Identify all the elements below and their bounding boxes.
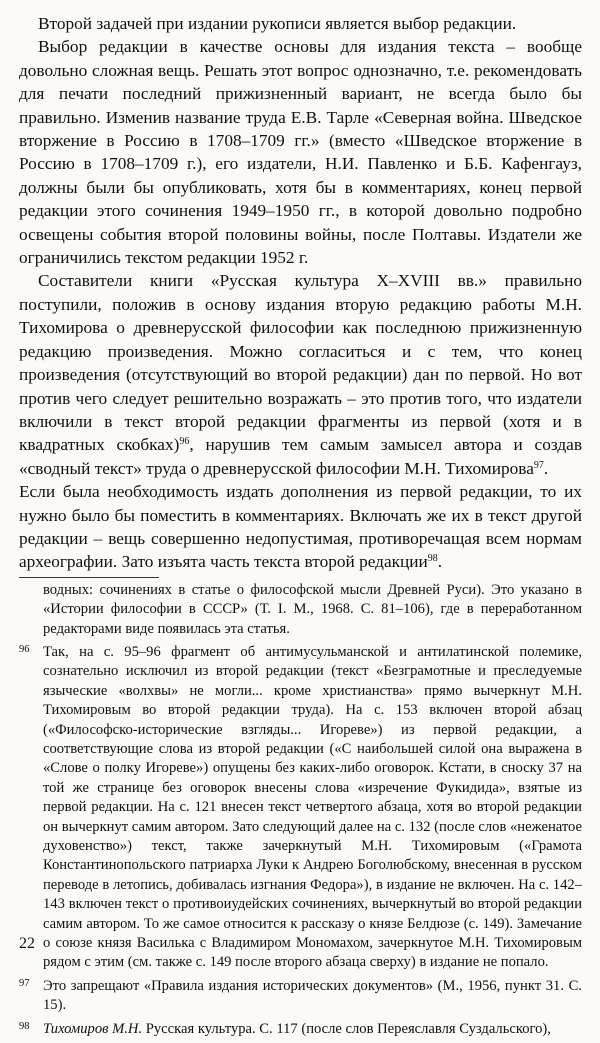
footnote-continuation: водных: сочинениях в статье о философской мысли Древней Руси). Это указано в «Истории философии в СССР» (Т. I. М., 1968. С. 81–106), где в переработанном редакторами виде появилась эта статья. xyxy=(43,581,582,637)
paragraph-4-text-a: Если была необходимость издать дополнения из первой редакции, то их нужно было бы поместить в комментариях. Включать же их в текст другой редакции – вещь совершенно недопустимая, противоречащая всем нормам археографии. Зато изъята часть текста второй редакции xyxy=(19,482,582,572)
footnote-97-text: Это запрещают «Правила издания исторических документов» (М., 1956, пункт 31. С. 15). xyxy=(43,977,582,1014)
footnote-96-text: Так, на с. 95–96 фрагмент об антимусульманской и антилатинской полемике, сознательно исключил из второй редакции (текст «Безграмотные и преследуемые языческие «волхвы» не могли... кроме христианства» прямо вычеркнут М.Н. Тихомировым во второй редакции труда). На с. 153 включен второй абзац («Философско-исторические взгляды... Игореве») из первой редакции, а соответствующие слова из второй редакции («С наибольшей силой она выражена в «Слове о полку Игореве») опущены без каких-либо оговорок. Кстати, в сноску 37 на той же странице без оговорок внесены слова «изречение Фукидида», взятые из первой редакции. На с. 121 внесен текст четвертого абзаца, хотя во второй редакции он вычеркнут самим автором. Зато следующий далее на с. 132 (после слов «неженатое духовенство») текст, также зачеркнутый М.Н. Тихомировым («Грамота Константинопольского патриарха Луки к Андрею Боголюбскому, внесенная в русском переводе в летопись, добивалась изгнания Федора»), в издание не включен. На с. 142–143 включен текст о противоиудейских сочинениях, вычеркнутый во второй редакции самим автором. То же самое относится к рассказу о князе Белдюзе (с. 149). Замечание о союзе князя Василька с Владимиром Мономахом, зачеркнутое М.Н. Тихомировым рядом с этим (см. также с. 149 после второго абзаца сверху) в издание не попало. xyxy=(43,643,582,971)
footnote-98 xyxy=(19,1020,582,1039)
paragraph-4 xyxy=(19,480,582,574)
page-number: 22 xyxy=(19,935,35,952)
footnotes xyxy=(19,581,582,1039)
main-text xyxy=(19,12,582,574)
footnote-ref-97[interactable]: 97 xyxy=(533,459,544,471)
footnote-97-mark: 97 xyxy=(19,977,30,989)
paragraph-3-text-a: Составители книги «Русская культура X–XVIII вв.» правильно поступили, положив в основу издания вторую редакцию работы М.Н. Тихомирова о древнерусской философии как последнюю прижизненную редакцию произведения. Можно согласиться и с тем, что конец произведения (отсутствующий во второй редакции) дан по первой. Но вот против чего следует решительно возражать – это против того, что издатели включили в текст второй редакции фрагменты из первой (хотя и в квадратных скобках) xyxy=(19,271,582,455)
paragraph-2: Выбор редакции в качестве основы для издания текста – вообще довольно сложная вещь. Решать этот вопрос однозначно, т.е. рекомендовать для печати последний прижизненный вариант, не всегда было бы правильно. Изменив название труда Е.В. Тарле «Северная война. Шведское вторжение в Россию в 1708–1709 гг.» (вместо «Шведское вторжение в Россию в 1708–1709 г.), его издатели, Н.И. Павленко и Б.Б. Кафенгауз, должны были бы опубликовать, хотя бы в комментариях, конец первой редакции этого сочинения 1949–1950 гг., в которой довольно подробно освещены события второй половины войны, после Полтавы. Издатели же ограничились текстом редакции 1952 г. xyxy=(19,37,582,268)
paragraph-1: Второй задачей при издании рукописи является выбор редакции. xyxy=(38,14,517,33)
footnote-divider xyxy=(19,577,159,578)
paragraph-3 xyxy=(19,269,582,480)
footnote-96-mark: 96 xyxy=(19,643,30,655)
footnote-97 xyxy=(19,977,582,1016)
footnote-98-text: Русская культура. С. 117 (после слов Переяславля Суздальского), xyxy=(142,1020,551,1037)
footnote-ref-96[interactable]: 96 xyxy=(179,436,190,448)
paragraph-3-text-b: , нарушив тем самым замысел автора и создав «сводный текст» труда о древнерусской философии М.Н. Тихомирова xyxy=(19,435,583,478)
footnote-96 xyxy=(19,643,582,973)
page xyxy=(19,12,582,1043)
footnote-98-author: Тихомиров М.Н. xyxy=(43,1020,143,1037)
footnote-98-mark: 98 xyxy=(19,1020,30,1032)
paragraph-3-text-c: . xyxy=(543,458,549,478)
paragraph-4-text-b: . xyxy=(437,552,443,572)
footnote-ref-98[interactable]: 98 xyxy=(427,553,438,565)
